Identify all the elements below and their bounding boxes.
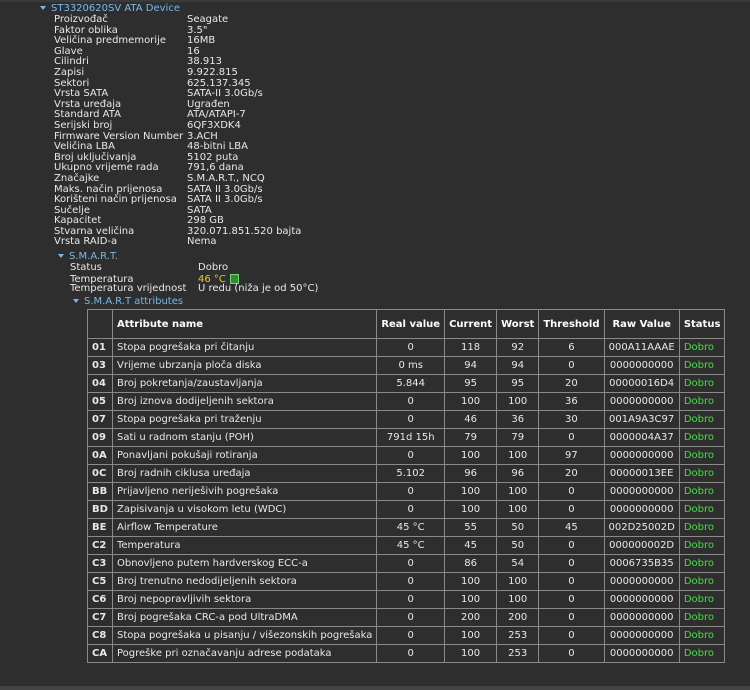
property-row <box>54 121 301 132</box>
attribute-threshold: 0 <box>539 483 604 501</box>
attribute-status: Dobro <box>679 537 725 555</box>
attribute-current: 100 <box>445 627 497 645</box>
property-value: 48-bitni LBA <box>187 141 248 153</box>
attribute-threshold: 0 <box>539 573 604 591</box>
property-label: Standard ATA <box>54 109 121 121</box>
attribute-current: 100 <box>445 591 497 609</box>
property-value: SATA II 3.0Gb/s <box>187 194 263 206</box>
attribute-threshold: 0 <box>539 501 604 519</box>
attribute-real-value: 5.844 <box>377 375 445 393</box>
attribute-status: Dobro <box>679 393 725 411</box>
smart-status-row <box>70 263 318 274</box>
property-label: Faktor oblika <box>54 24 118 36</box>
property-label: Sučelje <box>54 204 91 216</box>
attribute-worst: 54 <box>497 555 539 573</box>
table-row[interactable] <box>88 429 725 447</box>
attribute-worst: 94 <box>497 357 539 375</box>
property-value: Seagate <box>187 14 229 25</box>
attribute-worst: 100 <box>497 573 539 591</box>
header-attribute-name: Attribute name <box>113 310 377 339</box>
attribute-worst: 100 <box>497 447 539 465</box>
property-value: 3.ACH <box>187 130 218 142</box>
collapse-arrow-icon <box>73 299 79 303</box>
attribute-name: Airflow Temperature <box>113 519 377 537</box>
attribute-current: 96 <box>445 465 497 483</box>
attribute-real-value: 0 <box>377 645 445 663</box>
attribute-id: C8 <box>88 627 113 645</box>
attribute-raw-value: 0000000000 <box>604 357 679 375</box>
attribute-status: Dobro <box>679 465 725 483</box>
property-label: Veličina predmemorije <box>54 35 167 47</box>
attribute-worst: 100 <box>497 501 539 519</box>
attribute-current: 86 <box>445 555 497 573</box>
horizontal-scrollbar[interactable] <box>0 686 750 690</box>
attribute-real-value: 45 °C <box>377 537 445 555</box>
header-threshold: Threshold <box>539 310 604 339</box>
property-value: 625.137.345 <box>187 77 251 89</box>
attribute-id: BB <box>88 483 113 501</box>
attribute-current: 100 <box>445 393 497 411</box>
smart-temp-label: Temperatura <box>70 273 134 285</box>
header-id <box>88 310 113 339</box>
attribute-threshold: 0 <box>539 555 604 573</box>
attributes-table-body <box>88 339 725 663</box>
attribute-current: 46 <box>445 411 497 429</box>
property-value: 38.913 <box>187 56 222 68</box>
attribute-worst: 96 <box>497 465 539 483</box>
attribute-worst: 253 <box>497 627 539 645</box>
smart-temp-range-value: U redu (niža je od 50°C) <box>198 283 319 295</box>
attribute-real-value: 5.102 <box>377 465 445 483</box>
table-row[interactable] <box>88 501 725 519</box>
attribute-real-value: 45 °C <box>377 519 445 537</box>
attribute-real-value: 0 ms <box>377 357 445 375</box>
property-label: Broj uključivanja <box>54 151 137 163</box>
table-row[interactable] <box>88 393 725 411</box>
attribute-real-value: 0 <box>377 411 445 429</box>
attribute-name: Zapisivanja u visokom letu (WDC) <box>113 501 377 519</box>
attribute-real-value: 791d 15h <box>377 429 445 447</box>
property-value: 6QF3XDK4 <box>187 119 241 131</box>
table-row[interactable] <box>88 447 725 465</box>
table-row[interactable] <box>88 465 725 483</box>
table-row[interactable] <box>88 375 725 393</box>
attribute-raw-value: 000A11AAAE <box>604 339 679 357</box>
header-raw-value: Raw Value <box>604 310 679 339</box>
property-value: 5102 puta <box>187 151 239 163</box>
attribute-real-value: 0 <box>377 393 445 411</box>
attribute-worst: 200 <box>497 609 539 627</box>
attribute-status: Dobro <box>679 357 725 375</box>
attribute-threshold: 0 <box>539 537 604 555</box>
property-label: Korišteni način prijenosa <box>54 194 177 206</box>
property-value: Nema <box>187 236 217 248</box>
property-label: Sektori <box>54 77 90 89</box>
attribute-status: Dobro <box>679 375 725 393</box>
attributes-section-toggle[interactable] <box>73 296 183 308</box>
attribute-raw-value: 0000000000 <box>604 645 679 663</box>
attribute-raw-value: 0000000000 <box>604 393 679 411</box>
attribute-threshold: 0 <box>539 357 604 375</box>
attribute-status: Dobro <box>679 429 725 447</box>
attribute-worst: 79 <box>497 429 539 447</box>
attribute-name: Broj pokretanja/zaustavljanja <box>113 375 377 393</box>
attribute-threshold: 20 <box>539 375 604 393</box>
attribute-id: 09 <box>88 429 113 447</box>
attribute-id: C6 <box>88 591 113 609</box>
attribute-raw-value: 000000002D <box>604 537 679 555</box>
attribute-current: 118 <box>445 339 497 357</box>
table-row[interactable] <box>88 339 725 357</box>
attribute-id: 04 <box>88 375 113 393</box>
property-value: 298 GB <box>187 215 224 227</box>
attribute-name: Pogreške pri označavanju adrese podataka <box>113 645 377 663</box>
smart-attributes-table <box>87 309 725 663</box>
attribute-status: Dobro <box>679 519 725 537</box>
attribute-worst: 50 <box>497 537 539 555</box>
property-label: Proizvođač <box>54 14 108 25</box>
attribute-real-value: 0 <box>377 627 445 645</box>
table-row[interactable] <box>88 591 725 609</box>
attribute-status: Dobro <box>679 501 725 519</box>
property-value: Ugrađen <box>187 98 230 110</box>
attribute-threshold: 0 <box>539 609 604 627</box>
attribute-worst: 253 <box>497 645 539 663</box>
attribute-current: 200 <box>445 609 497 627</box>
attribute-threshold: 20 <box>539 465 604 483</box>
attribute-real-value: 0 <box>377 339 445 357</box>
property-label: Vrsta RAID-a <box>54 236 118 248</box>
attribute-raw-value: 001A9A3C97 <box>604 411 679 429</box>
attribute-raw-value: 00000013EE <box>604 465 679 483</box>
attribute-current: 45 <box>445 537 497 555</box>
attribute-raw-value: 0000000000 <box>604 447 679 465</box>
attribute-id: C3 <box>88 555 113 573</box>
device-title: ST3320620SV ATA Device <box>51 3 180 14</box>
attribute-id: 03 <box>88 357 113 375</box>
attribute-threshold: 30 <box>539 411 604 429</box>
property-label: Veličina LBA <box>54 141 115 153</box>
property-value: S.M.A.R.T., NCQ <box>187 172 265 184</box>
attribute-name: Broj radnih ciklusa uređaja <box>113 465 377 483</box>
attribute-current: 55 <box>445 519 497 537</box>
attribute-status: Dobro <box>679 447 725 465</box>
property-label: Značajke <box>54 172 100 184</box>
attribute-current: 100 <box>445 573 497 591</box>
attribute-worst: 50 <box>497 519 539 537</box>
attribute-worst: 100 <box>497 483 539 501</box>
attribute-name: Stopa pogrešaka u pisanju / višezonskih pogrešaka <box>113 627 377 645</box>
header-real-value: Real value <box>377 310 445 339</box>
attribute-current: 95 <box>445 375 497 393</box>
attribute-real-value: 0 <box>377 573 445 591</box>
device-properties <box>54 15 301 248</box>
property-row <box>54 68 301 79</box>
attribute-raw-value: 0000004A37 <box>604 429 679 447</box>
attribute-real-value: 0 <box>377 447 445 465</box>
property-value: 16 <box>187 45 200 57</box>
table-row[interactable] <box>88 555 725 573</box>
property-row <box>54 237 301 248</box>
attribute-name: Ponavljani pokušaji rotiranja <box>113 447 377 465</box>
attribute-raw-value: 0000000000 <box>604 501 679 519</box>
property-label: Kapacitet <box>54 215 102 227</box>
table-row[interactable] <box>88 645 725 663</box>
smart-title: S.M.A.R.T. <box>69 251 119 262</box>
attribute-current: 100 <box>445 483 497 501</box>
attribute-raw-value: 0000000000 <box>604 483 679 501</box>
property-value: SATA-II 3.0Gb/s <box>187 88 263 100</box>
attribute-id: CA <box>88 645 113 663</box>
table-row[interactable] <box>88 627 725 645</box>
attribute-id: 05 <box>88 393 113 411</box>
attribute-name: Broj iznova dodijeljenih sektora <box>113 393 377 411</box>
attribute-status: Dobro <box>679 609 725 627</box>
attribute-name: Vrijeme ubrzanja ploča diska <box>113 357 377 375</box>
attribute-threshold: 45 <box>539 519 604 537</box>
property-label: Firmware Version Number <box>54 130 184 142</box>
attribute-threshold: 0 <box>539 645 604 663</box>
property-row <box>54 47 301 58</box>
property-value: 791,6 dana <box>187 162 244 174</box>
attribute-name: Sati u radnom stanju (POH) <box>113 429 377 447</box>
attribute-status: Dobro <box>679 591 725 609</box>
property-value: SATA II 3.0Gb/s <box>187 183 263 195</box>
table-header-row <box>88 310 725 339</box>
attribute-name: Broj trenutno nedodijeljenih sektora <box>113 573 377 591</box>
attribute-raw-value: 0000000000 <box>604 627 679 645</box>
top-border <box>0 0 750 2</box>
attribute-threshold: 36 <box>539 393 604 411</box>
attribute-threshold: 6 <box>539 339 604 357</box>
attribute-threshold: 97 <box>539 447 604 465</box>
attribute-name: Temperatura <box>113 537 377 555</box>
property-value: ATA/ATAPI-7 <box>187 109 246 121</box>
attribute-current: 100 <box>445 501 497 519</box>
attribute-name: Stopa pogrešaka pri traženju <box>113 411 377 429</box>
attribute-id: 0C <box>88 465 113 483</box>
attribute-raw-value: 0000000000 <box>604 609 679 627</box>
smart-temp-range-label: Temperatura vrijednost <box>70 283 187 295</box>
attribute-raw-value: 0000000000 <box>604 591 679 609</box>
attribute-worst: 100 <box>497 393 539 411</box>
property-label: Serijski broj <box>54 119 113 131</box>
property-value: 16MB <box>187 35 216 47</box>
attribute-id: C2 <box>88 537 113 555</box>
attribute-real-value: 0 <box>377 501 445 519</box>
header-worst: Worst <box>497 310 539 339</box>
attribute-name: Broj nepopravljivih sektora <box>113 591 377 609</box>
smart-temp-value: 46 °C <box>198 273 226 285</box>
smart-temp-range-row <box>70 284 318 295</box>
attribute-id: 07 <box>88 411 113 429</box>
attribute-real-value: 0 <box>377 555 445 573</box>
attribute-threshold: 0 <box>539 627 604 645</box>
smart-summary <box>70 263 318 295</box>
property-row <box>54 15 301 26</box>
attribute-real-value: 0 <box>377 483 445 501</box>
attribute-name: Prijavljeno neriješivih pogrešaka <box>113 483 377 501</box>
attribute-real-value: 0 <box>377 591 445 609</box>
collapse-arrow-icon <box>58 254 64 258</box>
property-label: Maks. način prijenosa <box>54 183 163 195</box>
header-current: Current <box>445 310 497 339</box>
attribute-worst: 95 <box>497 375 539 393</box>
attribute-worst: 92 <box>497 339 539 357</box>
table-row[interactable] <box>88 411 725 429</box>
attribute-status: Dobro <box>679 627 725 645</box>
property-label: Vrsta SATA <box>54 88 109 100</box>
smart-status-label: Status <box>70 262 102 273</box>
property-label: Vrsta uređaja <box>54 98 122 110</box>
attribute-real-value: 0 <box>377 609 445 627</box>
attribute-name: Obnovljeno putem hardverskog ECC-a <box>113 555 377 573</box>
attribute-id: BE <box>88 519 113 537</box>
attribute-status: Dobro <box>679 573 725 591</box>
property-label: Cilindri <box>54 56 89 68</box>
attribute-current: 79 <box>445 429 497 447</box>
property-row <box>54 36 301 47</box>
attribute-status: Dobro <box>679 483 725 501</box>
property-label: Stvarna veličina <box>54 225 135 237</box>
attribute-name: Broj pogrešaka CRC-a pod UltraDMA <box>113 609 377 627</box>
collapse-arrow-icon <box>40 6 46 10</box>
attribute-current: 100 <box>445 645 497 663</box>
attribute-id: C5 <box>88 573 113 591</box>
attribute-status: Dobro <box>679 645 725 663</box>
attribute-id: 01 <box>88 339 113 357</box>
attribute-current: 94 <box>445 357 497 375</box>
attribute-raw-value: 0006735B35 <box>604 555 679 573</box>
table-row[interactable] <box>88 537 725 555</box>
attribute-status: Dobro <box>679 555 725 573</box>
property-value: 9.922.815 <box>187 66 238 78</box>
property-row <box>54 57 301 68</box>
attribute-threshold: 0 <box>539 429 604 447</box>
property-value: 3.5" <box>187 24 208 36</box>
attribute-raw-value: 0000000000 <box>604 573 679 591</box>
table-row[interactable] <box>88 609 725 627</box>
property-value: 320.071.851.520 bajta <box>187 225 302 237</box>
attribute-status: Dobro <box>679 411 725 429</box>
table-row[interactable] <box>88 519 725 537</box>
attribute-worst: 100 <box>497 591 539 609</box>
attribute-id: 0A <box>88 447 113 465</box>
header-status: Status <box>679 310 725 339</box>
property-value: SATA <box>187 204 212 216</box>
attribute-threshold: 0 <box>539 591 604 609</box>
property-label: Glave <box>54 45 83 57</box>
property-label: Zapisi <box>54 66 85 78</box>
attribute-raw-value: 00000016D4 <box>604 375 679 393</box>
attribute-id: BD <box>88 501 113 519</box>
property-row <box>54 195 301 206</box>
attribute-current: 100 <box>445 447 497 465</box>
attribute-worst: 36 <box>497 411 539 429</box>
attribute-name: Stopa pogrešaka pri čitanju <box>113 339 377 357</box>
attribute-status: Dobro <box>679 339 725 357</box>
property-row <box>54 174 301 185</box>
attribute-raw-value: 002D25002D <box>604 519 679 537</box>
property-label: Ukupno vrijeme rada <box>54 162 159 174</box>
attribute-id: C7 <box>88 609 113 627</box>
table-row[interactable] <box>88 357 725 375</box>
attributes-title: S.M.A.R.T attributes <box>84 296 184 307</box>
smart-status-value: Dobro <box>198 262 229 273</box>
table-row[interactable] <box>88 483 725 501</box>
table-row[interactable] <box>88 573 725 591</box>
